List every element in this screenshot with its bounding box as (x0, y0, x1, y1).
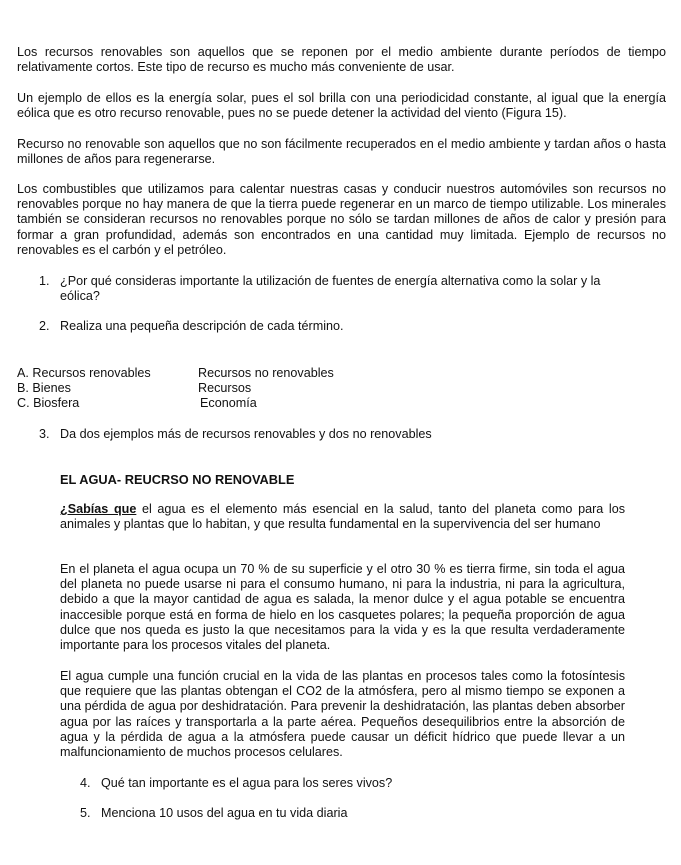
term-right: Recursos no renovables (198, 366, 334, 380)
question-number: 1. (39, 274, 50, 288)
question-text: Menciona 10 usos del agua en tu vida diaria (101, 806, 348, 820)
terms-list (17, 366, 417, 412)
question-text: Realiza una pequeña descripción de cada término. (60, 319, 344, 333)
terms-row (17, 381, 417, 396)
question-text: ¿Por qué consideras importante la utilización de fuentes de energía alternativa como la solar y la eólica? (60, 274, 601, 304)
term-left: B. Bienes (17, 381, 71, 396)
sabias-que-lead: ¿Sabías que (60, 502, 137, 516)
question-number: 4. (80, 776, 91, 790)
paragraph-sabias-que (60, 502, 625, 532)
term-right: Recursos (198, 381, 252, 396)
terms-row (17, 366, 417, 381)
term-left: A. Recursos renovables (17, 366, 151, 380)
paragraph-renewable-definition: Los recursos renovables son aquellos que se reponen por el medio ambiente durante períodos de tiempo relativamente cortos. Este tipo de recurso es mucho más conveniente de usar. (17, 45, 666, 75)
paragraph-fuels-minerals: Los combustibles que utilizamos para calentar nuestras casas y conducir nuestros automóviles son recursos no renovables porque no hay manera de que la tierra puede regenerar en un marco de tiempo utilizable. Los minerales también se consideran recursos no renovables porque no sólo se tardan millones de años de calor y presión para formar a gran profundidad, además son encontrados en una cantidad muy limitada. Ejemplo de recursos no renovables es el carbón y el petróleo. (17, 182, 666, 257)
section-title: EL AGUA- REUCRSO NO RENOVABLE (60, 472, 295, 487)
paragraph-renewable-example: Un ejemplo de ellos es la energía solar, pues el sol brilla con una periodicidad constante, al igual que la energía eólica que es otro recurso renovable, pues no se puede detener la actividad del viento (Figura 15). (17, 91, 666, 121)
paragraph-water-plants: El agua cumple una función crucial en la vida de las plantas en procesos tales como la fotosíntesis que requiere que las plantas obtengan el CO2 de la atmósfera, pero al mismo tiempo se exponen a una pérdida de agua por deshidratación. Para prevenir la deshidratación, las plantas deben absorber agua por las raíces y transportarla a la parte aérea. Pequeños desequilibrios entre la absorción de agua y la pérdida de agua a la atmósfera puede causar un déficit hídrico que puede llevar a un malfuncionamiento de muchos procesos celulares. (60, 669, 625, 760)
question-number: 5. (80, 806, 91, 820)
sabias-que-text: el agua es el elemento más esencial en la salud, tanto del planeta como para los animales y plantas que lo habitan, y que resulta fundamental en la supervivencia del ser humano (60, 502, 626, 532)
term-left: C. Biosfera (17, 396, 80, 411)
terms-row (17, 396, 417, 411)
question-number: 2. (39, 319, 50, 333)
paragraph-water-planet: En el planeta el agua ocupa un 70 % de su superficie y el otro 30 % es tierra firme, sin toda el agua del planeta no puede usarse ni para el consumo humano, ni para la industria, ni para la agricultura, debido a que la mayor cantidad de agua es salada, la menor dulce y el agua potable se encuentra inaccesible porque está en forma de hielo en los casquetes polares; la pequeña proporción de agua dulce que nos queda es justo la que necesitamos para la vida y es la que resulta verdaderamente importante para los procesos vitales del planeta. (60, 562, 625, 653)
term-right: Economía (200, 396, 257, 411)
question-text: Qué tan importante es el agua para los seres vivos? (101, 776, 393, 790)
paragraph-nonrenewable-definition: Recurso no renovable son aquellos que no son fácilmente recuperados en el medio ambiente y tardan años o hasta millones de años para regenerarse. (17, 137, 666, 167)
question-text: Da dos ejemplos más de recursos renovables y dos no renovables (60, 427, 432, 441)
question-number: 3. (39, 427, 50, 441)
